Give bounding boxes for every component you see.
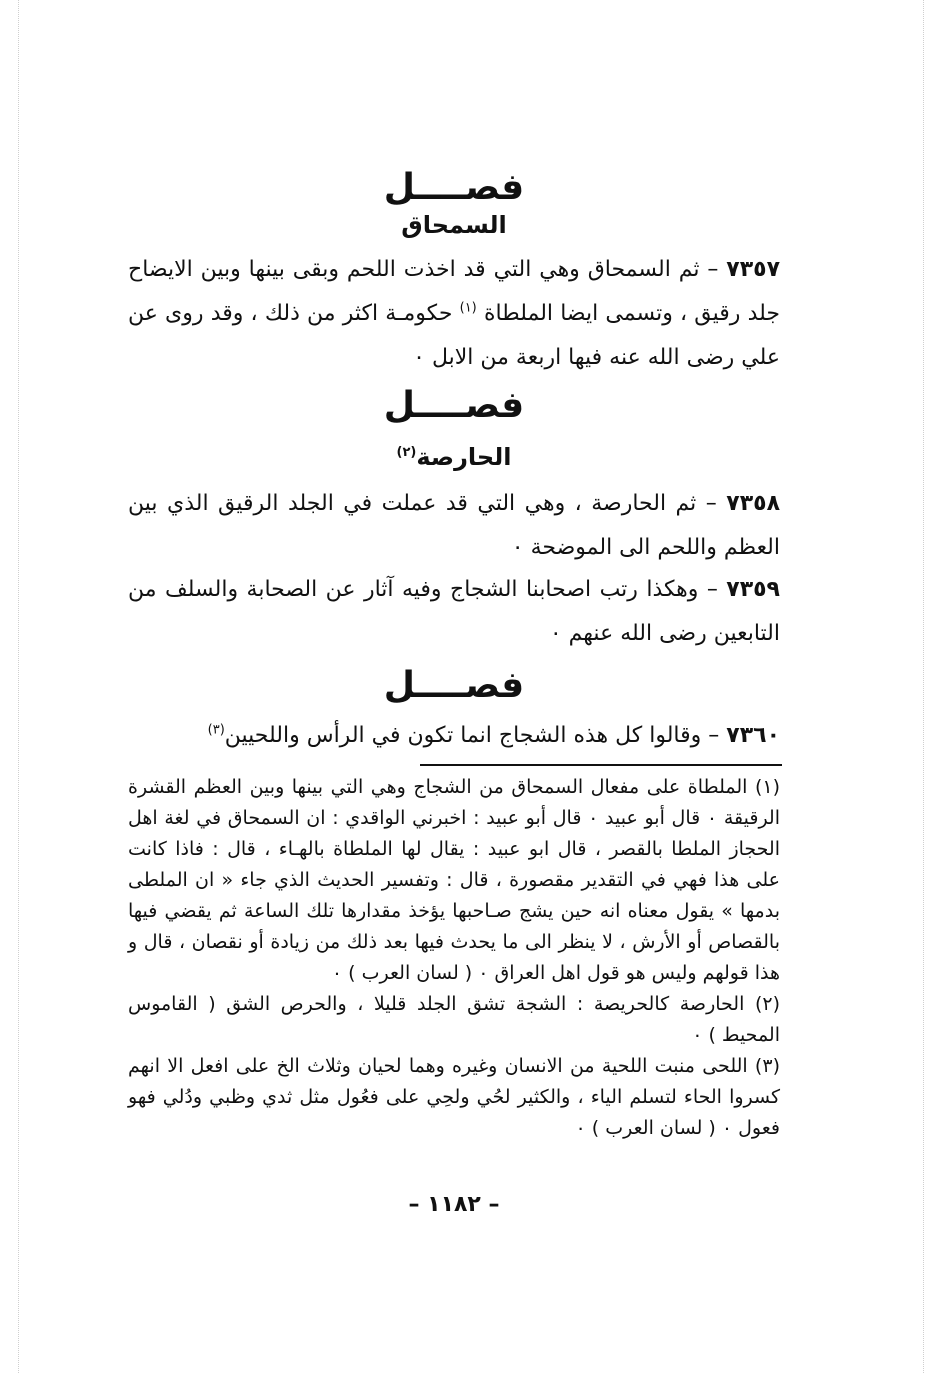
paragraph-text: ثم الحارصة ، وهي التي قد عملت في الجلد الرقيق الذي بين العظم واللحم الى الموضحة ٠ (128, 491, 780, 560)
subtitle-text: الحارصة (416, 443, 512, 471)
paragraph-7358 (128, 482, 780, 570)
paragraph-dash: – (701, 723, 720, 748)
paragraph-7359 (128, 568, 780, 656)
paragraph-text: ثم السمحاق وهي التي قد اخذت اللحم وبقى بينها وبين الايضاح جلد رقيق ، وتسمى ايضا الملطاة (128, 257, 780, 326)
paragraph-number: ٧٣٥٨ (726, 491, 780, 516)
section-subtitle (128, 442, 780, 472)
section-heading: فصــــل (383, 167, 525, 208)
paragraph-dash: – (696, 491, 717, 516)
paragraph-text: وهكذا رتب اصحابنا الشجاج وفيه آثار عن الصحابة والسلف من التابعين رضى الله عنهم ٠ (128, 577, 780, 646)
page-number: – ١١٨٢ – (408, 1192, 500, 1217)
footnotes (128, 772, 780, 1144)
footnote-ref: (١) (459, 300, 477, 316)
paragraph-text: وقالوا كل هذه الشجاج انما تكون في الرأس واللحيين (224, 723, 702, 748)
paragraph-7357 (128, 248, 780, 380)
paragraph-7360 (128, 714, 780, 758)
paragraph-text: حكومـة اكثر من ذلك ، وقد روى عن علي رضى الله عنه فيها اربعة من الابل ٠ (128, 301, 780, 370)
footnote-ref: (٢) (396, 445, 417, 460)
scan-edge-left (18, 0, 19, 1373)
paragraph-number: ٧٣٦٠ (726, 723, 780, 748)
scan-edge-right (923, 0, 924, 1373)
section-heading: فصــــل (383, 385, 525, 426)
paragraph-number: ٧٣٥٧ (726, 257, 780, 282)
footnote-1: (١) الملطاة على مفعال السمحاق من الشجاج وهي التي بينها وبين العظم القشرة الرقيقة ٠ قال أبو عبيد ٠ قال أبو عبيد : اخبرني الواقدي : ان السمحاق في لغة اهل الحجاز الملطا بالقصر ، قال ابو عبيد : يقال لها الملطاة بالهـاء ، قال : فاذا كانت على هذا فهي في التقدير مقصورة ، قال : وتفسير الحديث الذي جاء « ان الملطى بدمها » يقول معناه انه حين يشج صـاحبها يؤخذ مقدارها تلك الساعة ثم يقضي فيها بالقصاص أو الأرش ، لا ينظر الى ما يحدث فيها بعد ذلك من زيادة أو نقصان ، قال و هذا قولهم وليس هو قول اهل العراق ٠ ( لسان العرب ) ٠ (128, 776, 780, 984)
footnote-2: (٢) الحارصة كالحريصة : الشجة تشق الجلد قليلا ، والحرص الشق ( القاموس المحيط ) ٠ (128, 993, 780, 1046)
footnote-separator (420, 764, 782, 766)
footnote-3: (٣) اللحى منبت اللحية من الانسان وغيره وهما لحيان وثلاث الخ على افعل الا انهم كسروا الحاء لتسلم الياء ، والكثير لحُي ولحِي على فعُول مثل ثدي وظبي ودُلي فهو فعول ٠ ( لسان العرب ) ٠ (128, 1055, 780, 1139)
section-heading: فصــــل (383, 665, 525, 706)
paragraph-dash: – (699, 257, 719, 282)
paragraph-dash: – (698, 577, 718, 602)
paragraph-number: ٧٣٥٩ (726, 577, 780, 602)
footnote-ref: (٣) (207, 722, 225, 738)
section-subtitle: السمحاق (401, 211, 507, 239)
